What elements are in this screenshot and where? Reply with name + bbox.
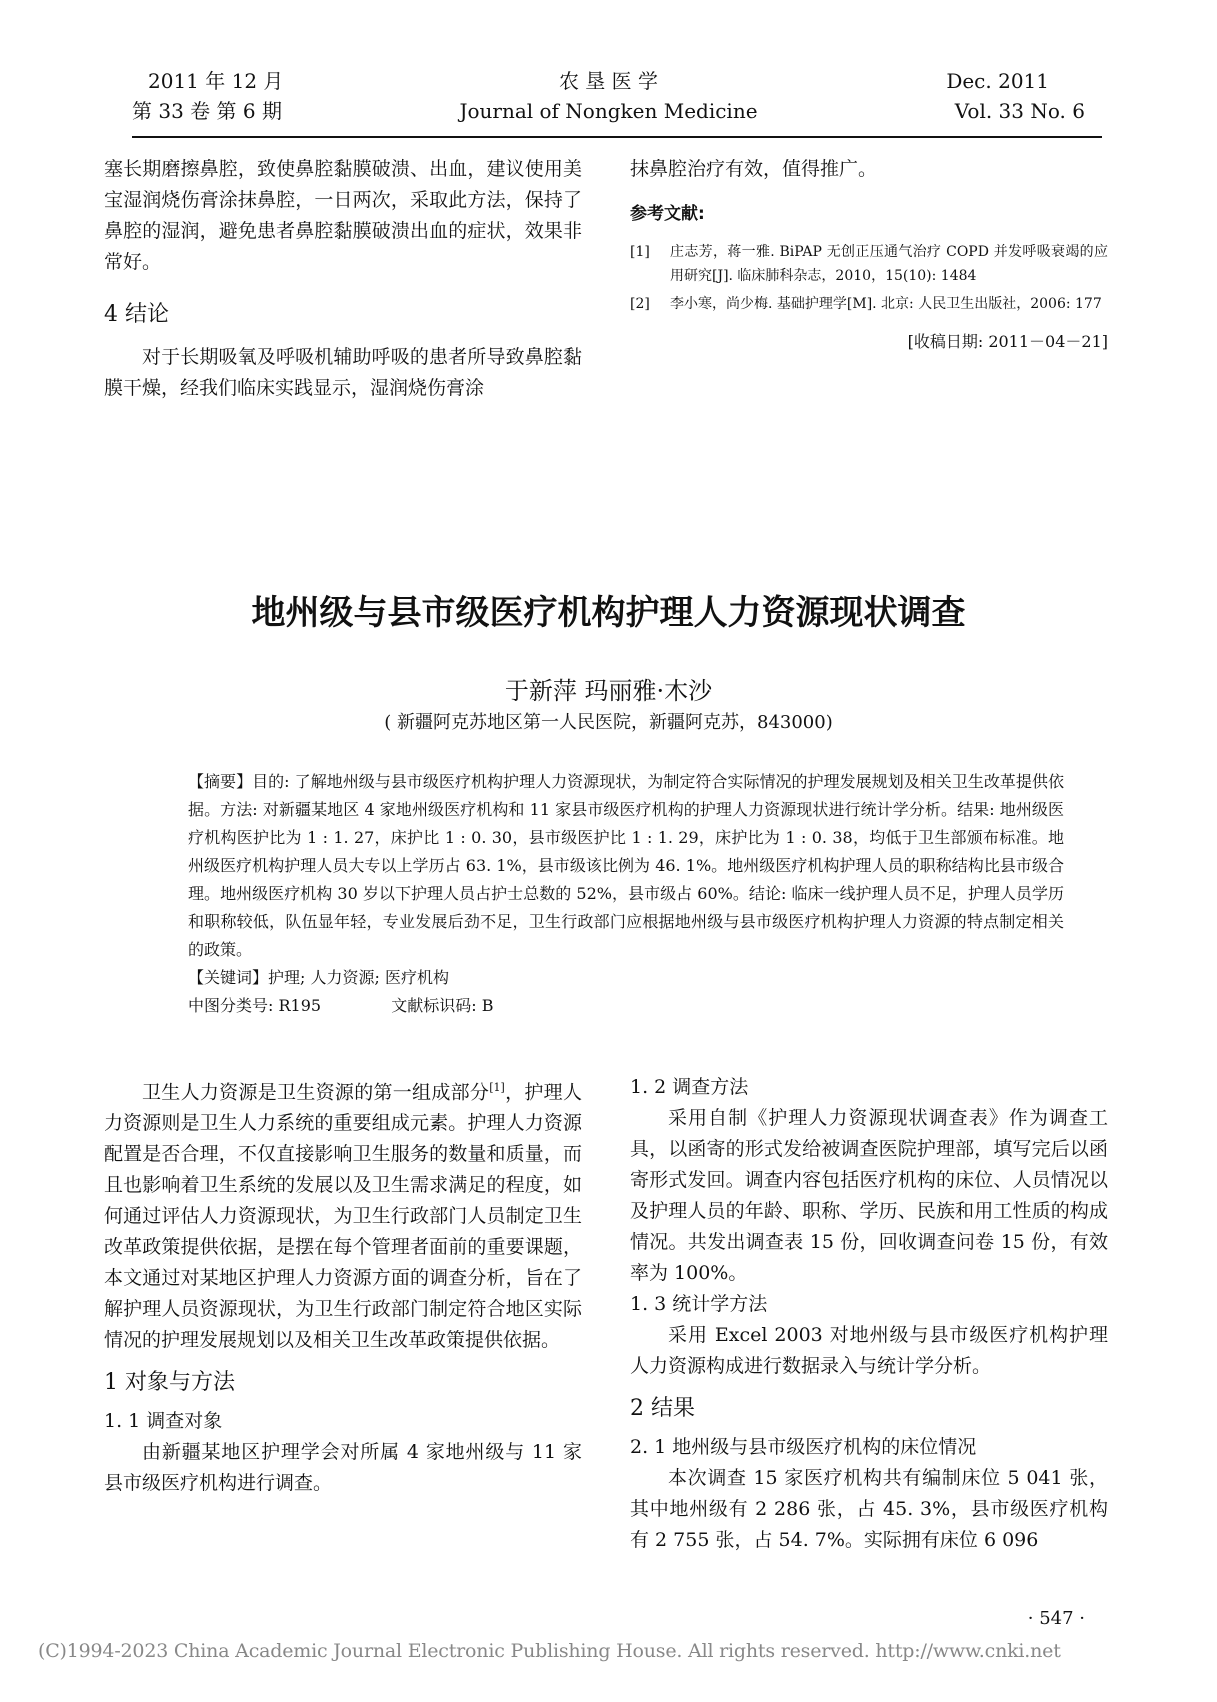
prev-right-column bbox=[630, 154, 1108, 357]
body-left-column bbox=[104, 1072, 582, 1499]
references-title: 参考文献: bbox=[630, 204, 705, 224]
reference-number: [1] bbox=[630, 244, 650, 260]
document-code: 文献标识码: B bbox=[391, 996, 494, 1015]
classification-number: 中图分类号: R195 bbox=[188, 996, 322, 1015]
body-right-column bbox=[630, 1072, 1108, 1556]
received-date: [收稿日期: 2011－04－21] bbox=[907, 332, 1108, 351]
reference-text: 李小寒，尚少梅. 基础护理学[M]. 北京: 人民卫生出版社，2006: 177 bbox=[670, 296, 1102, 312]
intro-paragraph bbox=[104, 1072, 582, 1356]
abstract-text: 【摘要】目的: 了解地州级与县市级医疗机构护理人力资源现状，为制定符合实际情况的护理发展规划及相关卫生改革提供依据。方法: 对新疆某地区 4 家地州级医疗机构和 11 家县市级医疗机构的护理人力资源现状进行统计学分析。结果: 地州级医疗机构医护比为 1 : 1. 27，床护比 1 : 0. 30，县市级医护比 1 : 1. 29，床护比为 1 : 0. 38，均低于卫生部颁布标准。地州级医疗机构护理人员大专以上学历占 63. 1%，县市级该比例为 46. 1%。地州级医疗机构护理人员的职称结构比县市级合理。地州级医疗机构 30 岁以下护理人员占护士总数的 52%，县市级占 60%。结论: 临床一线护理人员不足，护理人员学历和职称较低，队伍显年轻，专业发展后劲不足，卫生行政部门应根据地州级与县市级医疗机构护理人力资源的特点制定相关的政策。 bbox=[188, 772, 1064, 959]
intro-text: 卫生人力资源是卫生资源的第一组成部分 bbox=[142, 1081, 490, 1104]
copyright-notice: (C)1994-2023 China Academic Journal Electronic Publishing House. All rights reserved. http://www.cnki.net bbox=[38, 1640, 1061, 1662]
keywords: 【关键词】护理; 人力资源; 医疗机构 bbox=[188, 968, 449, 987]
header-date-en: Dec. 2011 bbox=[946, 69, 1049, 93]
article-affiliation: ( 新疆阿克苏地区第一人民医院，新疆阿克苏，843000) bbox=[384, 712, 833, 733]
section-1-title: 1 对象与方法 bbox=[104, 1370, 235, 1396]
references-list bbox=[630, 240, 1108, 316]
citation-marker: [1] bbox=[489, 1081, 505, 1094]
header-date-cn: 2011 年 12 月 bbox=[148, 69, 284, 93]
reference-number: [2] bbox=[630, 296, 650, 312]
section-1-2-text: 采用自制《护理人力资源现状调查表》作为调查工具，以函寄的形式发给被调查医院护理部，填写完后以函寄形式发回。调查内容包括医疗机构的床位、人员情况以及护理人员的年龄、职称、学历、民族和用工性质的构成情况。共发出调查表 15 份，回收调查问卷 15 份，有效率为 100%。 bbox=[630, 1107, 1108, 1284]
section-1-3-text: 采用 Excel 2003 对地州级与县市级医疗机构护理人力资源构成进行数据录入与统计学分析。 bbox=[630, 1324, 1108, 1377]
classification-line bbox=[188, 992, 1064, 1020]
header-journal-en: Journal of Nongken Medicine bbox=[459, 99, 758, 123]
section-1-2-title: 1. 2 调查方法 bbox=[630, 1076, 749, 1098]
page-number: · 547 · bbox=[1027, 1608, 1085, 1629]
reference-item bbox=[630, 292, 1108, 316]
section-2-title: 2 结果 bbox=[630, 1396, 695, 1421]
prev-left-column bbox=[104, 154, 582, 404]
intro-text-rest: ，护理人力资源则是卫生人力系统的重要组成元素。护理人力资源配置是否合理，不仅直接影响卫生服务的数量和质量，而且也影响着卫生系统的发展以及卫生需求满足的程度，如何通过评估人力资源现状，为卫生行政部门人员制定卫生改革政策提供依据，是摆在每个管理者面前的重要课题，本文通过对某地区护理人力资源方面的调查分析，旨在了解护理人员资源现状，为卫生行政部门制定符合地区实际情况的护理发展规划以及相关卫生改革政策提供依据。 bbox=[104, 1081, 582, 1352]
section-4-title: 4 结论 bbox=[104, 302, 169, 327]
article-authors: 于新萍 玛丽雅·木沙 bbox=[504, 677, 713, 705]
prev-paragraph: 塞长期磨擦鼻腔，致使鼻腔黏膜破溃、出血，建议使用美宝湿润烧伤膏涂抹鼻腔，一日两次，采取此方法，保持了鼻腔的湿润，避免患者鼻腔黏膜破溃出血的症状，效果非常好。 bbox=[104, 158, 582, 273]
header-rule bbox=[132, 136, 1102, 138]
reference-text: 庄志芳，蒋一雅. BiPAP 无创正压通气治疗 COPD 并发呼吸衰竭的应用研究[J]. 临床肺科杂志，2010，15(10): 1484 bbox=[670, 244, 1108, 284]
abstract-block bbox=[188, 768, 1064, 1020]
section-2-1-title: 2. 1 地州级与县市级医疗机构的床位情况 bbox=[630, 1436, 977, 1458]
article-title: 地州级与县市级医疗机构护理人力资源现状调查 bbox=[251, 593, 966, 633]
header-journal-cn: 农 垦 医 学 bbox=[558, 69, 659, 93]
header-volume-en: Vol. 33 No. 6 bbox=[954, 99, 1085, 123]
header-volume-cn: 第 33 卷 第 6 期 bbox=[132, 99, 282, 123]
prev-continuation: 抹鼻腔治疗有效，值得推广。 bbox=[630, 158, 878, 180]
section-1-1-text: 由新疆某地区护理学会对所属 4 家地州级与 11 家县市级医疗机构进行调查。 bbox=[104, 1441, 582, 1495]
reference-item bbox=[630, 240, 1108, 288]
section-1-3-title: 1. 3 统计学方法 bbox=[630, 1293, 768, 1315]
conclusion-paragraph: 对于长期吸氧及呼吸机辅助呼吸的患者所导致鼻腔黏膜干燥，经我们临床实践显示，湿润烧伤膏涂 bbox=[104, 346, 582, 399]
section-2-1-text: 本次调查 15 家医疗机构共有编制床位 5 041 张，其中地州级有 2 286 张，占 45. 3%，县市级医疗机构有 2 755 张，占 54. 7%。实际拥有床位 6 096 bbox=[630, 1467, 1108, 1551]
section-1-1-title: 1. 1 调查对象 bbox=[104, 1410, 223, 1433]
